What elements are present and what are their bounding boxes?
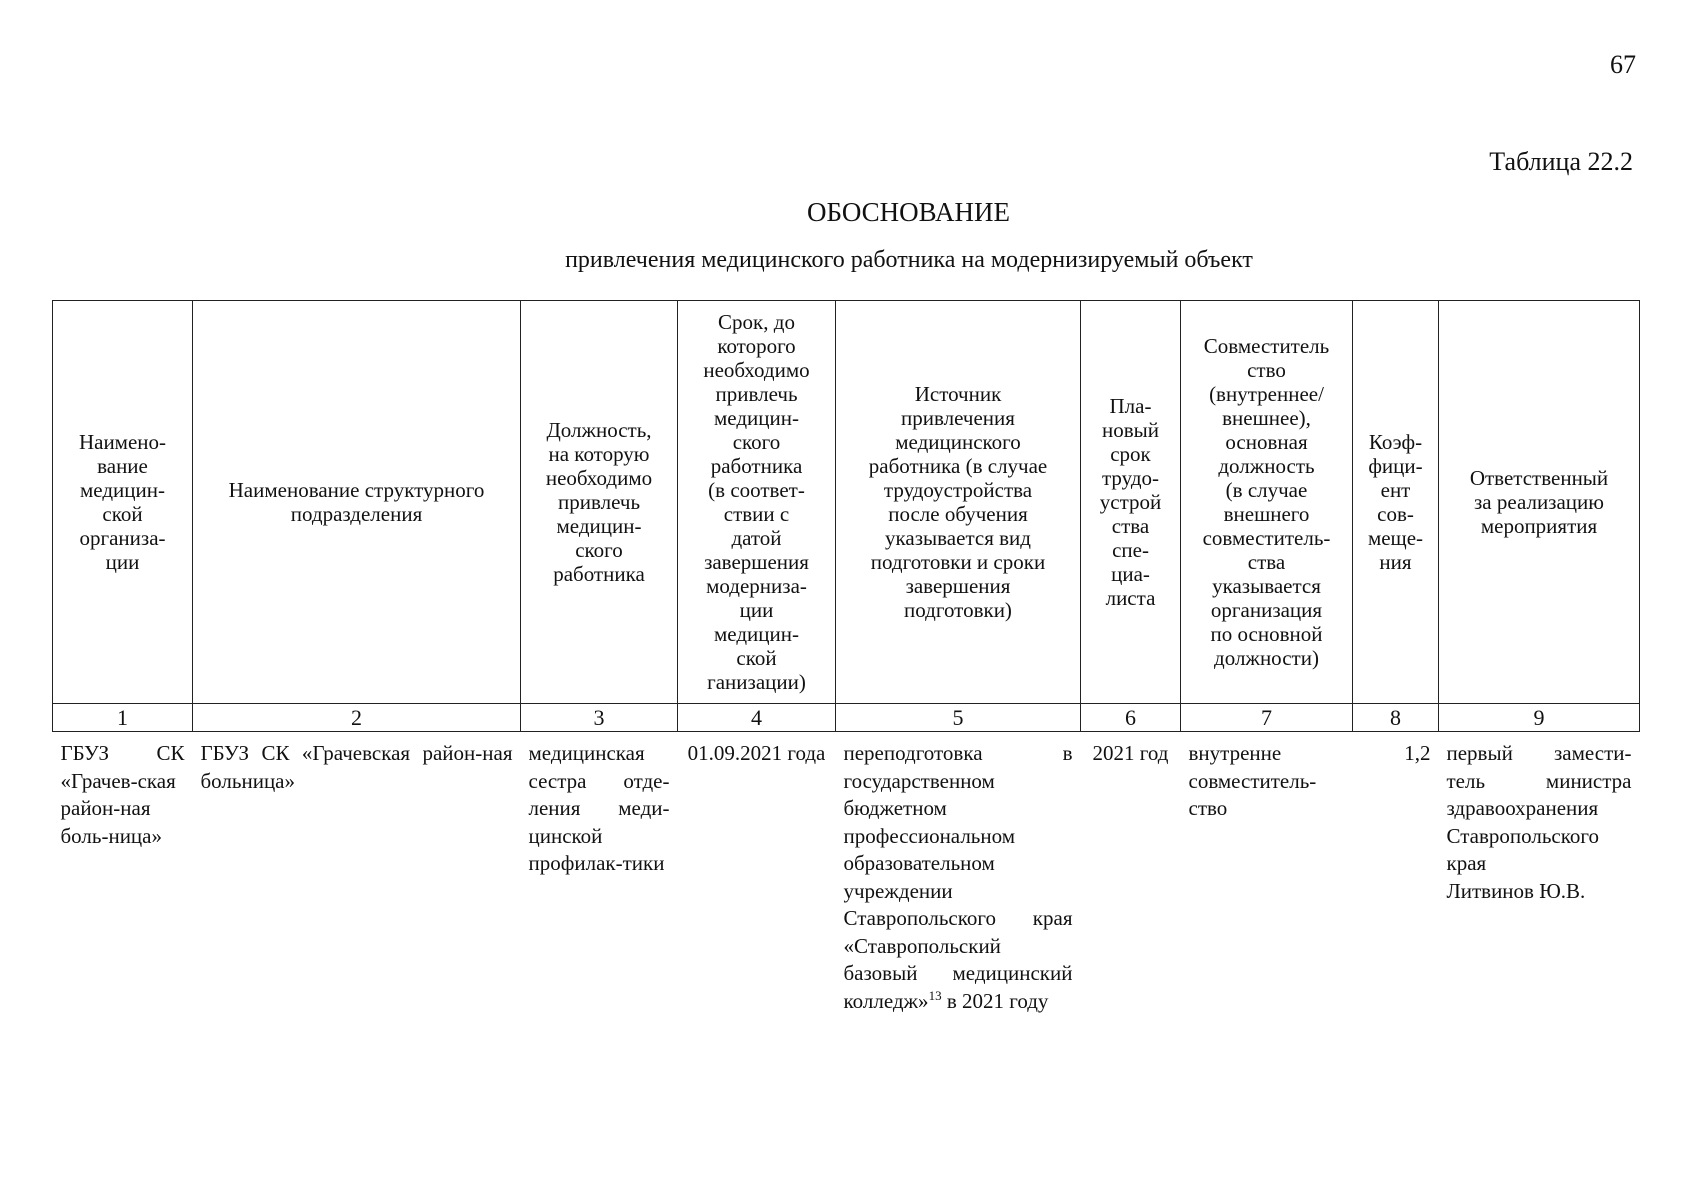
column-number-row — [53, 704, 1640, 732]
column-number: 1 — [53, 704, 193, 732]
source-tail: в 2021 году — [941, 988, 1049, 1013]
header-unit-name: Наименование структурного подразделения — [193, 301, 521, 704]
column-number: 6 — [1081, 704, 1181, 732]
column-number: 5 — [836, 704, 1081, 732]
column-number: 3 — [521, 704, 678, 732]
cell-org-name: ГБУЗ СК «Грачев-ская район-ная боль-ница» — [60, 741, 185, 848]
table-row — [53, 732, 1640, 1016]
column-number: 7 — [1181, 704, 1353, 732]
column-number: 2 — [193, 704, 521, 732]
page-number: 67 — [1610, 50, 1636, 79]
header-deadline: Срок, до которого необходимо привлечь медицин- ского работника (в соответ- ствии с датой завершения модерниза- ции медицин- ской ганизации) — [678, 301, 836, 704]
cell-position: медицинская сестра отде-ления меди-цинской профилак-тики — [528, 741, 670, 875]
header-responsible: Ответственный за реализацию мероприятия — [1439, 301, 1640, 704]
source-text: переподготовка в государственном бюджетном профессиональном образовательном учреждении Ставропольского края «Ставропольский базовый медицинский колледж» — [843, 741, 1073, 1013]
header-source: Источник привлечения медицинского работника (в случае трудоустройства после обучения указывается вид подготовки и сроки завершения подготовки) — [836, 301, 1081, 704]
cell-responsible: первый замести-тель министра здравоохранения Ставропольского края Литвинов Ю.В. — [1446, 741, 1632, 903]
header-combination: Совместитель ство (внутреннее/ внешнее), основная должность (в случае внешнего совместитель- ства указывается организация по основной должности) — [1181, 301, 1353, 704]
column-number: 8 — [1353, 704, 1439, 732]
cell-combination: внутренне совместитель-ство — [1188, 741, 1317, 820]
header-planned-date: Пла- новый срок трудо- устрой ства спе- циа- листа — [1081, 301, 1181, 704]
cell-source — [836, 732, 1081, 1016]
cell-unit-name: ГБУЗ СК «Грачевская район-ная больница» — [200, 741, 513, 793]
justification-table — [52, 300, 1640, 1015]
column-number: 4 — [678, 704, 836, 732]
table-label: Таблица 22.2 — [1489, 147, 1633, 176]
header-coefficient: Коэф- фици- ент сов- меще- ния — [1353, 301, 1439, 704]
cell-deadline: 01.09.2021 года — [687, 741, 826, 765]
cell-coefficient: 1,2 — [1404, 741, 1431, 765]
column-number: 9 — [1439, 704, 1640, 732]
cell-planned-date: 2021 год — [1092, 741, 1169, 765]
document-subtitle: привлечения медицинского работника на модернизируемый объект — [565, 247, 1253, 273]
table-header-row — [53, 301, 1640, 704]
header-position: Должность, на которую необходимо привлечь медицин- ского работника — [521, 301, 678, 704]
document-title: ОБОСНОВАНИЕ — [807, 197, 1010, 227]
header-org-name: Наимено- вание медицин- ской организа- ции — [53, 301, 193, 704]
footnote-ref: 13 — [928, 987, 942, 1003]
